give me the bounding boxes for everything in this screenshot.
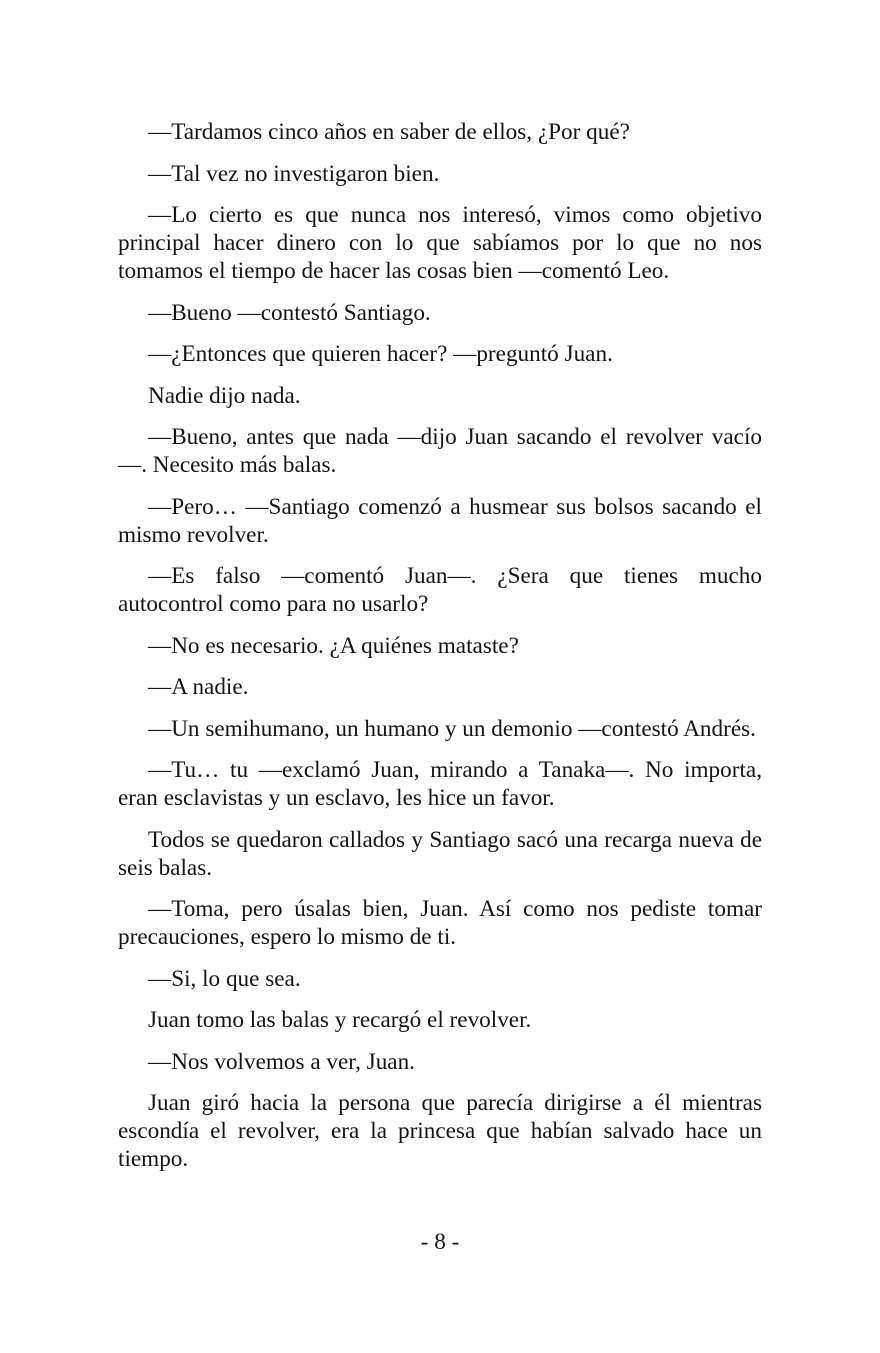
page-number: - 8 - — [420, 1229, 460, 1255]
paragraph: Juan tomo las balas y recargó el revolver. — [148, 1007, 532, 1033]
paragraph: —Toma, pero úsalas bien, Juan. Así como nos pediste tomar precauciones, espero lo mismo de ti. — [118, 896, 762, 950]
paragraph: —Si, lo que sea. — [148, 965, 301, 992]
paragraph: —Bueno, antes que nada —dijo Juan sacando el revolver vacío—. Necesito más balas. — [118, 424, 762, 478]
paragraph: Juan giró hacia la persona que parecía dirigirse a él mientras escondía el revolver, era la princesa que habían salvado hace un tiempo. — [118, 1090, 762, 1172]
paragraph: —Lo cierto es que nunca nos interesó, vimos como objetivo principal hacer dinero con lo que sabíamos por lo que no nos tomamos el tiempo de hacer las cosas bien —comentó Leo. — [118, 202, 762, 284]
paragraph: —Es falso —comentó Juan—. ¿Sera que tienes mucho autocontrol como para no usarlo? — [118, 563, 762, 617]
paragraph: —Tu… tu —exclamó Juan, mirando a Tanaka—. No importa, eran esclavistas y un esclavo, les hice un favor. — [118, 757, 762, 811]
paragraph: —Pero… —Santiago comenzó a husmear sus bolsos sacando el mismo revolver. — [118, 493, 762, 548]
paragraph: —Nos volvemos a ver, Juan. — [148, 1048, 415, 1075]
paragraph: —Bueno —contestó Santiago. — [148, 299, 431, 326]
book-page-body — [118, 118, 762, 1187]
paragraph: —A nadie. — [148, 674, 249, 700]
paragraph: Nadie dijo nada. — [148, 382, 301, 409]
paragraph: —Un semihumano, un humano y un demonio —contestó Andrés. — [148, 715, 756, 742]
paragraph: —Tal vez no investigaron bien. — [148, 160, 440, 187]
paragraph: —Tardamos cinco años en saber de ellos, ¿Por qué? — [148, 119, 630, 145]
paragraph: —No es necesario. ¿A quiénes mataste? — [148, 632, 519, 659]
paragraph: —¿Entonces que quieren hacer? —preguntó Juan. — [148, 341, 613, 367]
paragraph: Todos se quedaron callados y Santiago sacó una recarga nueva de seis balas. — [118, 826, 762, 881]
